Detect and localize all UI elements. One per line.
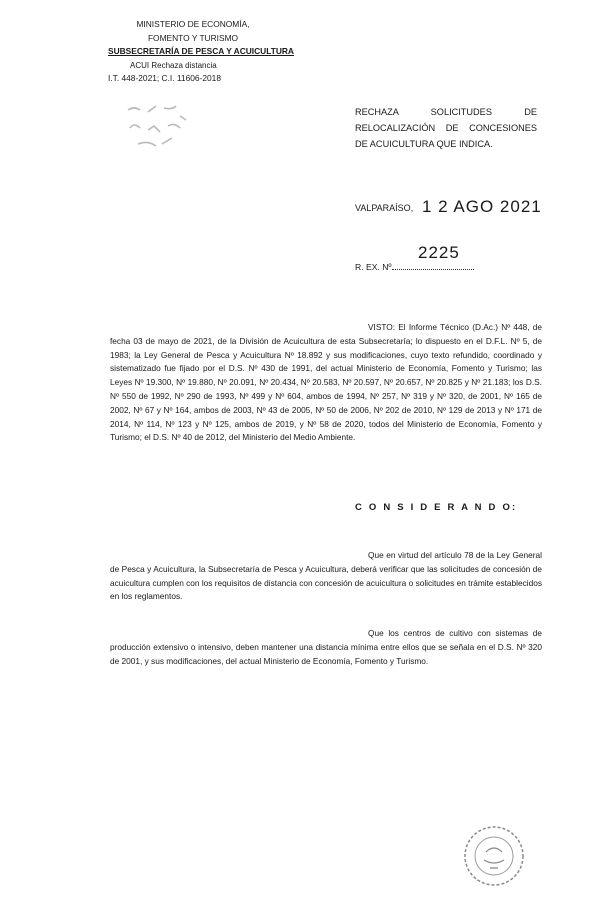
resolution-number: 2225 <box>418 243 460 262</box>
considerando-heading: C O N S I D E R A N D O: <box>355 502 518 513</box>
issuer-header <box>108 18 308 86</box>
date-stamp: 1 2 AGO 2021 <box>422 197 542 216</box>
place-of-issue: VALPARAÍSO, <box>355 203 414 213</box>
subject-line: RECHAZA SOLICITUDES DE <box>355 107 537 117</box>
resolution-number-label: R. EX. Nº <box>355 262 392 272</box>
faded-stamp <box>118 98 208 158</box>
clause-text: Que en virtud del artículo 78 de la Ley General de Pesca y Acuicultura, la Subsecretaría de Pesca y Acuicultura, deberá verificar que las solicitudes de concesión de acuicultura cumplen con los requisitos de distancia con concesión de acuicultura o solicitudes en trámite establecidos en los reglamentos. <box>110 550 542 602</box>
visto-text: El Informe Técnico (D.Ac.) Nº 448, de fecha 03 de mayo de 2021, de la División de Acuicultura de esta Subsecretaría; lo dispuesto en el D.F.L. Nº 5, de 1983; la Ley General de Pesca y Acuicultura Nº 18.892 y sus modificaciones, cuyo texto refundido, coordinado y sistematizado fue fijado por el D.S. Nº 430 de 1991, del actual Ministerio de Economía, Fomento y Turismo; las Leyes Nº 19.300, Nº 19.880, Nº 20.091, Nº 20.434, Nº 20.583, Nº 20.597, Nº 20.657, Nº 20.825 y Nº 21.183; los D.S. Nº 550 de 1992, Nº 290 de 1993, Nº 499 y Nº 604, ambos de 1994, Nº 257, Nº 319 y Nº 320, de 2001, Nº 165 de 2002, Nº 67 y Nº 164, ambos de 2003, Nº 43 de 2005, Nº 50 de 2006, Nº 202 de 2010, Nº 129 de 2013 y Nº 171 de 2014, Nº 114, Nº 123 y Nº 125, ambos de 2019, y Nº 58 de 2020, todos del Ministerio de Economía, Fomento y Turismo; el D.S. Nº 40 de 2012, del Ministerio del Medio Ambiente. <box>110 322 542 443</box>
file-reference: ACUI Rechaza distancia <box>130 60 217 70</box>
resolution-number-line <box>392 269 474 270</box>
subject-line: DE ACUICULTURA QUE INDICA. <box>355 139 493 149</box>
clause-paragraph <box>110 549 542 604</box>
technical-report-reference: I.T. 448-2021; C.I. 11606-2018 <box>108 73 221 84</box>
subject-line: RELOCALIZACIÓN DE CONCESIONES <box>355 123 537 133</box>
ministry-name: MINISTERIO DE ECONOMÍA, <box>136 19 250 29</box>
resolution-subject <box>355 104 537 152</box>
undersecretariat-name: SUBSECRETARÍA DE PESCA Y ACUICULTURA <box>108 46 294 57</box>
official-seal <box>462 824 526 888</box>
ministry-name-cont: FOMENTO Y TURISMO <box>147 32 239 43</box>
clause-paragraph <box>110 627 542 668</box>
resolution-number-field <box>355 262 474 272</box>
visto-paragraph <box>110 321 542 445</box>
visto-label: VISTO: <box>368 322 396 332</box>
clause-text: Que los centros de cultivo con sistemas de producción extensivo o intensivo, deben mantener una distancia mínima entre ellos que se señala en el D.S. Nº 320 de 2001, y sus modificaciones, del actual Ministerio de Economía, Fomento y Turismo. <box>110 628 542 666</box>
